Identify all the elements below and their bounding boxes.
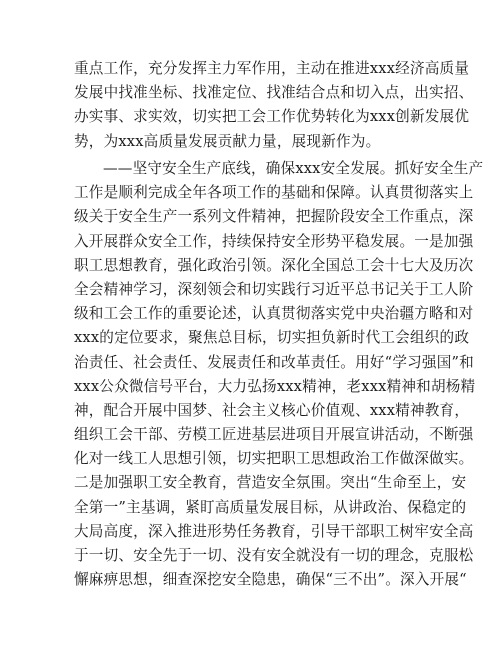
- text-line: 工作是顺利完成全年各项工作的基础和保障。认真贯彻落实上: [74, 184, 474, 202]
- text-line: 级关于安全生产一系列文件精神，把握阶段安全工作重点，深: [74, 208, 474, 226]
- text-line: 级和工会工作的重要论述，认真贯彻落实党中央治疆方略和对: [74, 305, 474, 323]
- text-line: 于一切、安全先于一切、没有安全就没有一切的理念，克服松: [74, 547, 474, 564]
- text-line: 大局高度，深入推进形势任务教育，引导干部职工树牢安全高: [74, 522, 474, 540]
- text-line: 神，配合开展中国梦、社会主义核心价值观、xxx精神教育，: [74, 401, 470, 419]
- text-line: 治责任、社会责任、发展责任和改革责任。用好“学习强国”和: [74, 353, 474, 371]
- text-line: 全会精神学习，深刻领会和切实践行习近平总书记关于工人阶: [74, 280, 474, 298]
- text-line: 二是加强职工安全教育，营造安全氛围。突出“生命至上，安: [74, 474, 467, 492]
- text-line: 职工思想教育，强化政治引领。深化全国总工会十七大及历次: [74, 256, 474, 274]
- text-line: 办实事、求实效，切实把工会工作优势转化为xxx创新发展优: [74, 108, 470, 126]
- text-line: 势，为xxx高质量发展贡献力量，展现新作为。: [74, 132, 381, 150]
- text-line: ——坚守安全生产底线，确保xxx安全发展。抓好安全生产: [103, 160, 484, 177]
- text-line: 发展中找准坐标、找准定位、找准结合点和切入点，出实招、: [74, 84, 474, 102]
- paragraph-1: [74, 57, 474, 154]
- text-line: 懈麻痹思想，细查深挖安全隐患，确保“三不出”。深入开展“: [74, 571, 467, 589]
- text-line: 全第一”主基调，紧盯高质量发展目标，从讲政治、保稳定的: [74, 498, 467, 516]
- text-line: 组织工会干部、劳模工匠进基层进项目开展宣讲活动，不断强: [74, 426, 474, 444]
- text-line: xxx公众微信号平台，大力弘扬xxx精神，老xxx精神和胡杨精: [74, 377, 476, 395]
- text-line: xxx的定位要求，聚焦总目标，切实担负新时代工会组织的政: [74, 329, 470, 347]
- text-line: 入开展群众安全工作，持续保持安全形势平稳发展。一是加强: [74, 232, 474, 250]
- paragraph-2: [74, 157, 484, 592]
- text-line: 化对一线工人思想引领，切实把职工思想政治工作做深做实。: [74, 450, 474, 468]
- text-line: 重点工作，充分发挥主力军作用，主动在推进xxx经济高质量: [74, 60, 470, 77]
